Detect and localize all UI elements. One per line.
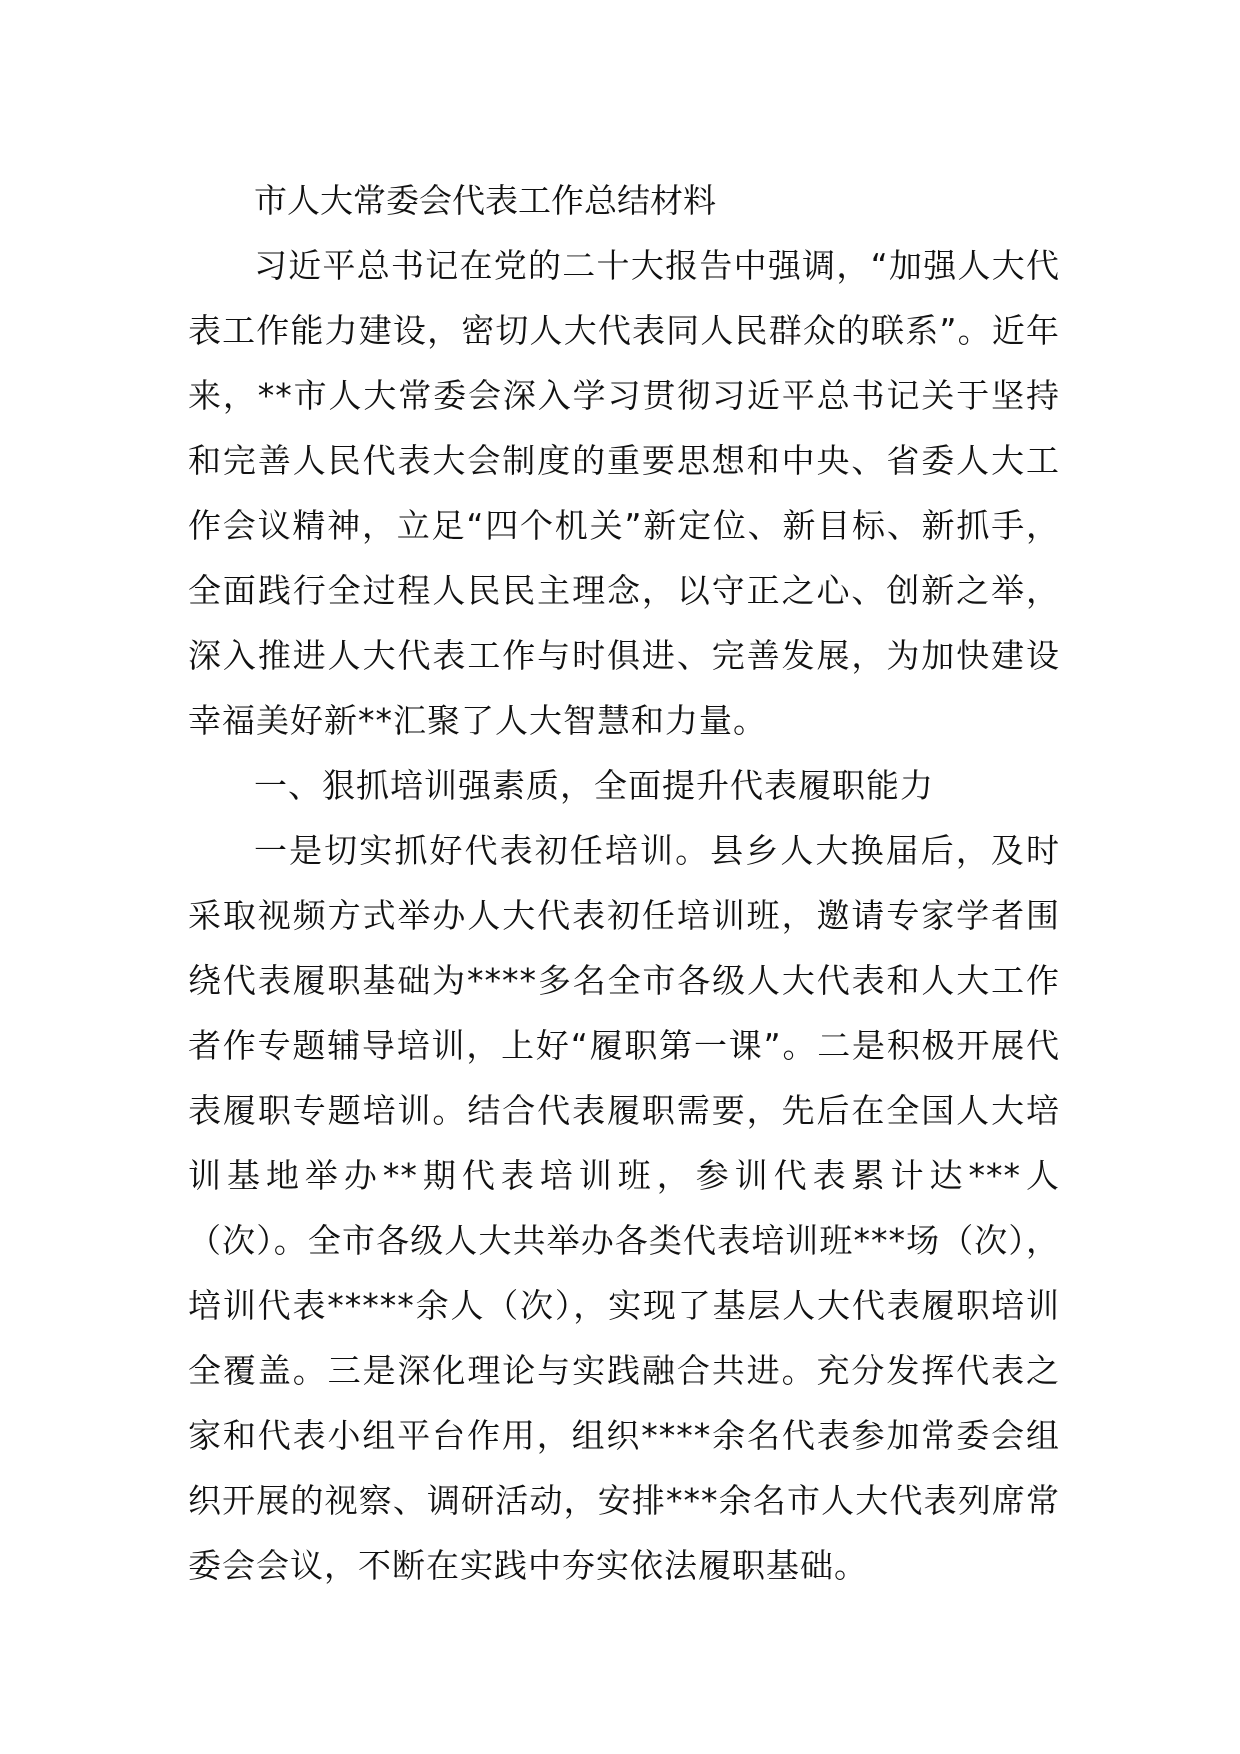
section-paragraph: 一是切实抓好代表初任培训。县乡人大换届后，及时采取视频方式举办人大代表初任培训班，邀请专家学者围绕代表履职基础为****多名全市各级人大代表和人大工作者作专题辅导培训，上好“履职第一课”。二是积极开展代表履职专题培训。结合代表履职需要，先后在全国人大培训基地举办**期代表培训班，参训代表累计达***人（次）。全市各级人大共举办各类代表培训班***场（次），培训代表*****余人（次），实现了基层人大代表履职培训全覆盖。三是深化理论与实践融合共进。充分发挥代表之家和代表小组平台作用，组织****余名代表参加常委会组织开展的视察、调研活动，安排***余名市人大代表列席常委会会议，不断在实践中夯实依法履职基础。	[188, 831, 1060, 1585]
document-page	[188, 168, 1060, 1598]
document-title: 市人大常委会代表工作总结材料	[254, 181, 716, 220]
intro-paragraph: 习近平总书记在党的二十大报告中强调，“加强人大代表工作能力建设，密切人大代表同人民群众的联系”。近年来，**市人大常委会深入学习贯彻习近平总书记关于坚持和完善人民代表大会制度的重要思想和中央、省委人大工作会议精神，立足“四个机关”新定位、新目标、新抓手，全面践行全过程人民民主理念，以守正之心、创新之举，深入推进人大代表工作与时俱进、完善发展，为加快建设幸福美好新**汇聚了人大智慧和力量。	[188, 246, 1060, 740]
section-heading: 一、狠抓培训强素质，全面提升代表履职能力	[254, 766, 934, 805]
